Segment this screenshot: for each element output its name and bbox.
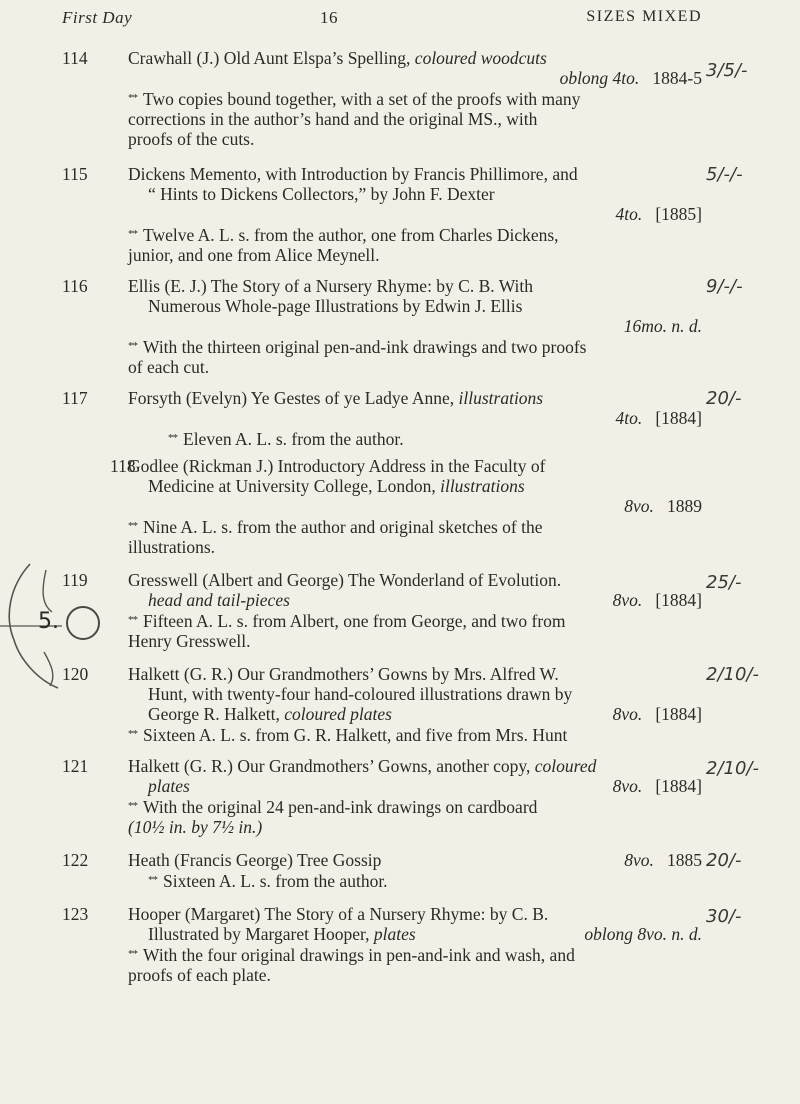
lot-circle-annotation	[66, 606, 100, 640]
lot-note: With the four original drawings in pen-and-ink and wash, and	[143, 945, 575, 965]
price-annotation: 20/-	[706, 388, 742, 409]
lot-note: Sixteen A. L. s. from G. R. Halkett, and five from Mrs. Hunt	[143, 725, 568, 745]
asterism-icon: **	[128, 728, 137, 740]
lot-title: Hooper (Margaret) The Story of a Nursery Rhyme: by C. B.	[128, 904, 549, 924]
asterism-icon: **	[128, 520, 137, 532]
lot-title: Crawhall (J.) Old Aunt Elspa’s Spelling,	[128, 48, 411, 68]
lot-date: [1884]	[655, 408, 702, 428]
lot-format: coloured woodcuts	[414, 48, 547, 68]
lot-number: 117	[62, 388, 88, 408]
lot-title-cont: “ Hints to Dickens Collectors,” by John F. Dexter	[148, 184, 495, 204]
lot-note-cont: of each cut.	[128, 357, 210, 377]
lot-number: 122	[62, 850, 89, 870]
lot-note: With the thirteen original pen-and-ink drawings and two proofs	[143, 337, 587, 357]
price-annotation: 20/-	[706, 850, 742, 871]
lot-title-cont: Illustrated by Margaret Hooper,	[148, 924, 370, 944]
lot-note: Nine A. L. s. from the author and original sketches of the	[143, 517, 543, 537]
lot-note: Twelve A. L. s. from the author, one from Charles Dickens,	[143, 225, 559, 245]
lot-format-cont: plates	[148, 776, 190, 796]
price-annotation: 9/-/-	[706, 276, 743, 297]
header-day: First Day	[62, 8, 133, 27]
lot-note: Sixteen A. L. s. from the author.	[163, 871, 388, 891]
lot-date: 1885	[667, 850, 702, 870]
lot-format: head and tail-pieces	[148, 590, 290, 610]
asterism-icon: **	[128, 340, 137, 352]
asterism-icon: **	[128, 800, 137, 812]
price-annotation: 3/5/-	[706, 60, 748, 81]
lot-date: [1884]	[655, 704, 702, 724]
price-annotation: 2/10/-	[706, 758, 759, 779]
lot-note-cont: corrections in the author’s hand and the original MS., with	[128, 109, 538, 129]
lot-title: Gresswell (Albert and George) The Wonderland of Evolution.	[128, 570, 562, 590]
lot-size: 4to.	[615, 408, 643, 428]
asterism-icon: **	[148, 874, 157, 886]
lot-number: 120	[62, 664, 89, 684]
header-title: SIZES MIXED	[586, 8, 702, 25]
asterism-icon: **	[128, 948, 137, 960]
lot-number: 123	[62, 904, 89, 924]
page-header	[62, 8, 702, 32]
lot-note-cont: Henry Gresswell.	[128, 631, 251, 651]
lot-title-cont: Hunt, with twenty-four hand-coloured illustrations drawn by	[148, 684, 573, 704]
price-annotation: 5/-/-	[706, 164, 743, 185]
lot-size: 4to.	[615, 204, 643, 224]
lot-note-cont: (10½ in. by 7½ in.)	[128, 817, 263, 837]
lot-size: 8vo.	[624, 850, 654, 870]
asterism-icon: **	[128, 228, 137, 240]
lot-number: 121	[62, 756, 89, 776]
asterism-icon: **	[168, 432, 177, 444]
lot-note-cont: proofs of each plate.	[128, 965, 271, 985]
lot-title: Forsyth (Evelyn) Ye Gestes of ye Ladye Anne,	[128, 388, 455, 408]
lot-title-cont: Numerous Whole-page Illustrations by Edwin J. Ellis	[148, 296, 523, 316]
lot-date: [1885]	[655, 204, 702, 224]
lot-size: 16mo. n. d.	[623, 316, 702, 336]
asterism-icon: **	[128, 614, 137, 626]
lot-title: Halkett (G. R.) Our Grandmothers’ Gowns, another copy,	[128, 756, 531, 776]
lot-number: 119	[62, 570, 88, 590]
lot-number: 118	[110, 456, 136, 476]
lot-format: illustrations	[458, 388, 544, 408]
price-annotation: 2/10/-	[706, 664, 759, 685]
lot-title: Heath (Francis George) Tree Gossip	[128, 850, 382, 870]
lot-title-cont: George R. Halkett,	[148, 704, 280, 724]
lot-note: With the original 24 pen-and-ink drawings on cardboard	[143, 797, 538, 817]
lot-note-cont: proofs of the cuts.	[128, 129, 255, 149]
lot-note: Eleven A. L. s. from the author.	[183, 429, 404, 449]
lot-note-cont: junior, and one from Alice Meynell.	[128, 245, 380, 265]
lot-number: 115	[62, 164, 88, 184]
lot-date: [1884]	[655, 776, 702, 796]
lot-number: 114	[62, 48, 88, 68]
header-page-number: 16	[320, 8, 338, 27]
lot-title: Godlee (Rickman J.) Introductory Address in the Faculty of	[128, 456, 546, 476]
lot-size: 8vo.	[624, 496, 654, 516]
lot-size: 8vo.	[612, 704, 643, 724]
lot-format: coloured plates	[284, 704, 392, 724]
lot-title: Halkett (G. R.) Our Grandmothers’ Gowns by Mrs. Alfred W.	[128, 664, 559, 684]
lot-format: plates	[373, 924, 416, 944]
lot-note: Fifteen A. L. s. from Albert, one from George, and two from	[143, 611, 566, 631]
lot-date: [1884]	[655, 590, 702, 610]
lot-number: 116	[62, 276, 88, 296]
price-annotation: 25/-	[706, 572, 742, 593]
lot-title: Dickens Memento, with Introduction by Francis Phillimore, and	[128, 164, 578, 184]
lot-title-cont: Medicine at University College, London,	[148, 476, 436, 496]
lot-date: 1884-5	[652, 68, 702, 88]
margin-mark: 5.	[38, 609, 59, 634]
lot-title: Ellis (E. J.) The Story of a Nursery Rhyme: by C. B. With	[128, 276, 534, 296]
lot-size: oblong 8vo. n. d.	[584, 924, 702, 944]
lot-format: coloured	[534, 756, 597, 776]
lot-note: Two copies bound together, with a set of the proofs with many	[143, 89, 581, 109]
price-annotation: 30/-	[706, 906, 742, 927]
lot-format: illustrations	[440, 476, 525, 496]
lot-date: 1889	[667, 496, 702, 516]
asterism-icon: **	[128, 92, 137, 104]
lot-size: oblong 4to.	[559, 68, 640, 88]
lot-size: 8vo.	[612, 590, 643, 610]
lot-size: 8vo.	[612, 776, 643, 796]
lot-note-cont: illustrations.	[128, 537, 216, 557]
